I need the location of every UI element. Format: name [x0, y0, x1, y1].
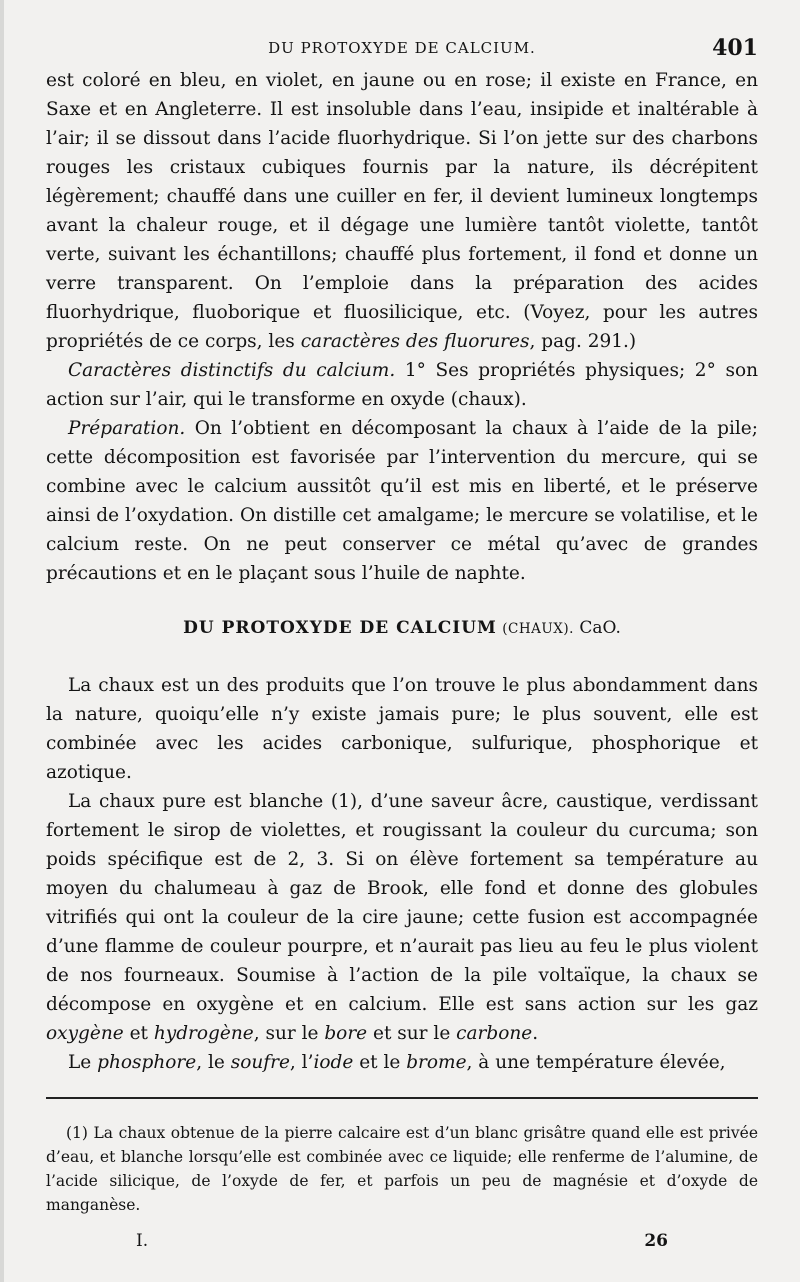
italic-term: soufre [230, 1052, 290, 1073]
text-run: , sur le [253, 1023, 325, 1044]
paragraph [46, 66, 758, 356]
signature-mark: 26 [644, 1231, 668, 1251]
italic-term: brome [406, 1052, 467, 1073]
italic-term: hydrogène [153, 1023, 254, 1044]
italic-term: Préparation. [68, 418, 186, 439]
italic-term: phosphore [97, 1052, 197, 1073]
italic-term: bore [324, 1023, 368, 1044]
text-run: et [123, 1023, 154, 1044]
text-run: , le [196, 1052, 231, 1073]
running-head: DU PROTOXYDE DE CALCIUM. [268, 39, 536, 57]
page-footer [46, 1231, 758, 1261]
paragraph [46, 787, 758, 1048]
text-run: , pag. 291.) [529, 331, 637, 352]
section-heading [46, 614, 758, 643]
text-run: , l’ [289, 1052, 314, 1073]
text-run: 1° Ses propriétés physiques; 2° son action sur l’air, qui le transforme en oxyde (chaux). [46, 360, 759, 410]
section-title: DU PROTOXYDE DE CALCIUM [183, 618, 497, 638]
italic-term: Caractères distinctifs du calcium. [68, 360, 396, 381]
paragraph-preparation [46, 414, 758, 588]
text-run: et le [353, 1052, 407, 1073]
page-number: 401 [712, 35, 758, 61]
text-run: , à une température élevée, [466, 1052, 726, 1073]
footnote [46, 1121, 758, 1217]
footnote-divider [46, 1097, 758, 1099]
body-text-top [46, 66, 758, 588]
text-run: Le [68, 1052, 98, 1073]
italic-term: iode [313, 1052, 354, 1073]
section-subtitle: (CHAUX). [502, 621, 574, 637]
paragraph-characteristics [46, 356, 758, 414]
paragraph [46, 671, 758, 787]
text-run: est coloré en bleu, en violet, en jaune ou en rose; il existe en France, en Saxe et en Angleterre. Il est insoluble dans l’eau, insipide et inaltérable à l’air; il se dissout dans l’acide fluorhydrique. Si l’on jette sur des charbons rouges les cristaux cubiques fournis par la nature, ils décrépitent légèrement; chauffé dans une cuiller en fer, il devient lumineux longtemps avant la chaleur rouge, et il dégage une lumière tantôt violette, tantôt verte, suivant les échantillons; chauffé plus fortement, il fond et donne un verre transparent. On l’emploie dans la préparation des acides fluorhydrique, fluoborique et fluosilicique, etc. (Voyez, pour les autres propriétés de ce corps, les [46, 70, 758, 352]
text-run: La chaux pure est blanche (1), d’une saveur âcre, caustique, verdissant fortement le sirop de violettes, et rougissant la couleur du curcuma; son poids spécifique est de 2, 3. Si on élève fortement sa température au moyen du chalumeau à gaz de Brook, elle fond et donne des globules vitrifiés qui ont la couleur de la cire jaune; cette fusion est accompagnée d’une flamme de couleur pourpre, et n’aurait pas lieu au feu le plus violent de nos fourneaux. Soumise à l’action de la pile voltaïque, la chaux se décompose en oxygène et en calcium. Elle est sans action sur les gaz [46, 791, 758, 1015]
text-run: La chaux est un des produits que l’on trouve le plus abondamment dans la nature, quoiqu’elle n’y existe jamais pure; le plus souvent, elle est combinée avec les acides carbonique, sulfurique, phosphorique et azotique. [46, 675, 758, 783]
italic-term: oxygène [46, 1023, 124, 1044]
body-text-bottom [46, 671, 758, 1077]
italic-term: caractères des fluorures [300, 331, 530, 352]
italic-term: carbone [456, 1023, 533, 1044]
text-run: On l’obtient en décomposant la chaux à l’aide de la pile; cette décomposition est favorisée par l’intervention du mercure, qui se combine avec le calcium aussitôt qu’il est mis en liberté, et le préserve ainsi de l’oxydation. On distille cet amalgame; le mercure se volatilise, et le calcium reste. On ne peut conserver ce métal qu’avec de grandes précautions et en le plaçant sous l’huile de naphte. [46, 418, 758, 584]
text-run: et sur le [367, 1023, 457, 1044]
section-formula: CaO. [579, 618, 621, 638]
page-header [46, 30, 758, 66]
text-run: . [532, 1023, 539, 1044]
paragraph [46, 1048, 758, 1077]
footnote-text: (1) La chaux obtenue de la pierre calcaire est d’un blanc grisâtre quand elle est privée d’eau, et blanche lorsqu’elle est combinée avec ce liquide; elle renferme de l’alumine, de l’acide silicique, de l’oxyde de fer, et parfois un peu de magnésie et d’oxyde de manganèse. [46, 1124, 758, 1214]
volume-number: I. [136, 1231, 149, 1251]
